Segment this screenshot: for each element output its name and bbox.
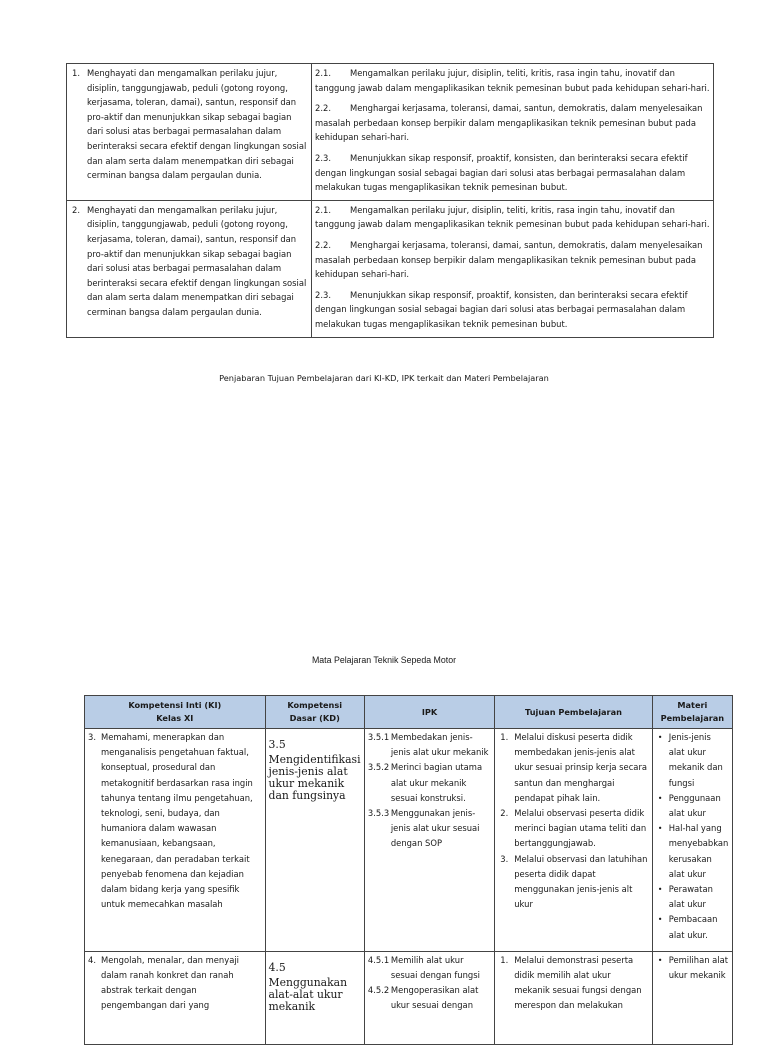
tujuan-cell [495,729,652,952]
kd-paragraph [315,238,710,282]
list-item [368,806,491,852]
materi-cell [652,729,732,952]
header-ki-line1: Kompetensi Inti (KI) [128,700,222,710]
kd-paragraph [315,203,710,232]
ipk-number: 4.5.1 [367,954,390,965]
ki-kd-table [66,63,714,338]
bullet-icon: • [657,824,663,834]
ki-text: Menghayati dan mengamalkan perilaku jujur, disiplin, tanggungjawab, peduli (gotong royong, kerjasama, toleran, damai), santun, responsif dan pro-aktif dan menunjukkan sikap sebagai bagian dari solusi atas berbagai permasalahan dalam berinteraksi secara efektif dengan lingkungan sosial dan alam serta dalam menempatkan diri sebagai cerminan bangsa dalam pergaulan dunia. [87,68,307,181]
ki-number: 2. [72,204,80,215]
ipk-cell [364,729,494,952]
ipk-cell [364,951,494,1044]
ipk-text: Merinci bagian utama alat ukur mekanik sesuai konstruksi. [390,762,483,803]
ki-text: Menghayati dan mengamalkan perilaku jujur, disiplin, tanggungjawab, peduli (gotong royong, kerjasama, toleran, damai), santun, responsif dan pro-aktif dan menunjukkan sikap sebagai bagian dari solusi atas berbagai permasalahan dalam berinteraksi secara efektif dengan lingkungan sosial dan alam serta dalam menempatkan diri sebagai cerminan bangsa dalam pergaulan dunia. [87,204,307,317]
kd-text: Menggunakan alat-alat ukur mekanik [268,975,348,1013]
subject-title: Mata Pelajaran Teknik Sepeda Motor [311,655,457,665]
ipk-text: Memilih alat ukur sesuai dengan fungsi [390,954,480,981]
ipk-text: Menggunakan jenis-jenis alat ukur sesuai dengan SOP [390,808,480,849]
kd-cell [265,729,364,952]
list-item [368,730,491,760]
bullet-icon: • [657,955,663,965]
tujuan-number: 3. [500,853,509,864]
tujuan-number: 1. [500,732,509,742]
header-kd-line2: Dasar (KD) [289,713,340,723]
tujuan-number: 2. [500,808,509,819]
ipk-number: 3.5.3 [367,808,390,819]
tujuan-text: Melalui demonstrasi peserta didik memilih alat ukur mekanik sesuai fungsi dengan merespon dan melakukan [514,954,642,1011]
header-materi [652,696,732,729]
kd-text: Menghargai kerjasama, toleransi, damai, santun, demokratis, dalam menyelesaikan masalah perbedaan konsep berpikir dalam mengaplikasikan teknik pemesinan bubut pada kehidupan sehari-hari. [315,239,703,280]
ki-cell [85,951,266,1044]
learning-objectives-table [84,695,733,1045]
header-materi-line1: Materi [677,700,708,710]
kd-number: 2.3. [315,152,331,163]
header-tujuan: Tujuan Pembelajaran [495,696,652,729]
header-ki-line2: Kelas XI [156,713,194,723]
list-item [656,791,729,821]
ki-number: 3. [88,732,96,742]
ki-cell [67,200,312,337]
tujuan-cell [495,951,652,1044]
materi-text: Hal-hal yang menyebabkan kerusakan alat ukur [668,823,729,879]
ki-cell [67,64,312,201]
ipk-number: 3.5.1 [367,732,390,742]
table-row [85,951,733,1044]
materi-text: Penggunaan alat ukur [668,792,721,819]
header-ipk: IPK [364,696,494,729]
bullet-icon: • [657,793,663,803]
bullet-icon: • [657,885,663,895]
bullet-icon: • [657,733,663,742]
ki-number: 4. [88,954,96,965]
table-row [85,729,733,952]
table-caption: Penjabaran Tujuan Pembelajaran dari KI-KD, IPK terkait dan Materi Pembelajaran [219,373,549,383]
kd-text: Menunjukkan sikap responsif, proaktif, konsisten, dan berinteraksi secara efektif dengan lingkungan sosial sebagai bagian dari solusi atas berbagai permasalahan dalam melakukan tugas mengaplikasikan teknik pemesinan bubut. [315,152,688,193]
kd-number: 2.1. [315,68,331,78]
header-kd [265,696,364,729]
list-item [368,953,491,983]
kd-number: 3.5 [268,738,286,751]
list-item [368,983,491,1013]
header-ki [85,696,266,729]
kd-cell [312,64,714,201]
kd-text: Menunjukkan sikap responsif, proaktif, konsisten, dan berinteraksi secara efektif dengan lingkungan sosial sebagai bagian dari solusi atas berbagai permasalahan dalam melakukan tugas mengaplikasikan teknik pemesinan bubut. [315,289,688,329]
list-item [498,953,648,1014]
kd-cell [265,951,364,1044]
ki-number: 1. [72,68,80,78]
materi-text: Perawatan alat ukur [668,884,713,910]
bullet-icon: • [657,915,663,925]
ipk-text: Mengoperasikan alat ukur sesuai dengan [390,985,479,1011]
kd-number: 2.3. [315,289,331,300]
header-kd-line1: Kompetensi [287,700,343,710]
ki-text: Mengolah, menalar, dan menyaji dalam ranah konkret dan ranah abstrak terkait dengan pengembangan dari yang [101,954,239,1011]
materi-text: Pemilihan alat ukur mekanik [668,954,729,981]
table-row [67,64,714,201]
kd-paragraph [315,66,710,95]
table-header-row [85,696,733,729]
list-item [498,806,648,852]
kd-text: Mengamalkan perilaku jujur, disiplin, teliti, kritis, rasa ingin tahu, inovatif dan tanggung jawab dalam mengaplikasikan teknik pemesinan bubut pada kehidupan sehari-hari. [315,68,710,93]
tujuan-number: 1. [500,954,509,965]
list-item [656,730,729,791]
kd-number: 4.5 [268,960,286,974]
kd-number: 2.1. [315,204,331,215]
table-row [67,200,714,337]
ki-text: Memahami, menerapkan dan menganalisis pengetahuan faktual, konseptual, prosedural dan metakognitif berdasarkan rasa ingin tahunya tentang ilmu pengetahuan, teknologi, seni, budaya, dan humaniora dalam wawasan kemanusiaan, kebangsaan, kenegaraan, dan peradaban terkait penyebab fenomena dan kejadian dalam bidang kerja yang spesifik untuk memecahkan masalah [101,732,253,910]
list-item [656,821,729,882]
kd-cell [312,200,714,337]
kd-text: Menghargai kerjasama, toleransi, damai, santun, demokratis, dalam menyelesaikan masalah perbedaan konsep berpikir dalam mengaplikasikan teknik pemesinan bubut pada kehidupan sehari-hari. [315,103,703,143]
list-item [656,882,729,912]
ki-cell [85,729,266,952]
tujuan-text: Melalui observasi dan latuhihan peserta didik dapat menggunakan jenis-jenis alt ukur [514,853,648,910]
header-materi-line2: Pembelajaran [660,713,725,723]
list-item [656,953,729,983]
kd-paragraph [315,288,710,332]
list-item [656,912,729,942]
materi-text: Jenis-jenis alat ukur mekanik dan fungsi [668,732,723,788]
kd-number: 2.2. [315,103,331,114]
kd-text: Mengamalkan perilaku jujur, disiplin, teliti, kritis, rasa ingin tahu, inovatif dan tanggung jawab dalam mengaplikasikan teknik pemesinan bubut pada kehidupan sehari-hari. [315,204,710,230]
kd-paragraph [315,101,710,145]
materi-text: Pembacaan alat ukur. [668,914,718,940]
kd-paragraph [315,151,710,195]
kd-number: 2.2. [315,239,331,250]
ipk-number: 3.5.2 [367,762,390,773]
ipk-number: 4.5.2 [367,985,390,996]
list-item [498,852,648,913]
list-item [498,730,648,806]
materi-cell [652,951,732,1044]
kd-text: Mengidentifikasi jenis-jenis alat ukur mekanik dan fungsinya [268,753,361,802]
tujuan-text: Melalui observasi peserta didik merinci bagian utama teliti dan bertanggungjawab. [514,808,647,849]
tujuan-text: Melalui diskusi peserta didik membedakan jenis-jenis alat ukur sesuai prinsip kerja secara santun dan menghargai pendapat pihak lain. [514,732,648,803]
list-item [368,760,491,806]
ipk-text: Membedakan jenis-jenis alat ukur mekanik [390,732,489,758]
